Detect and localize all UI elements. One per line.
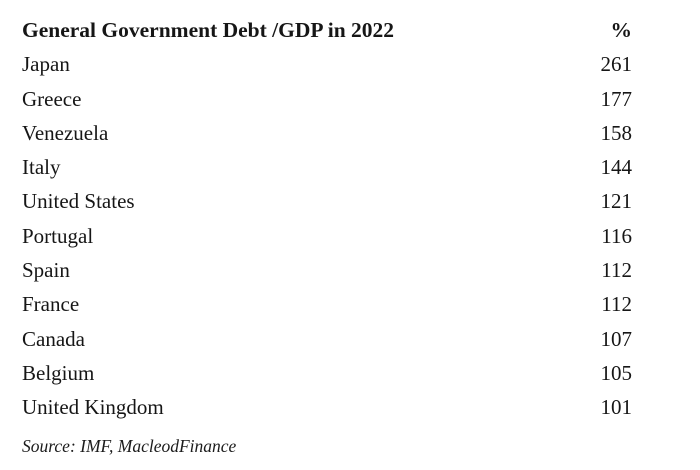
value-label: 105 — [600, 360, 632, 385]
table-row — [22, 390, 632, 424]
country-label: Venezuela — [22, 120, 109, 145]
country-label: Greece — [22, 86, 82, 111]
country-label: Italy — [22, 155, 61, 180]
country-label: United Kingdom — [22, 395, 164, 420]
value-label: 107 — [600, 326, 632, 351]
value-label: 121 — [600, 189, 632, 214]
table-header-row — [22, 13, 632, 47]
country-label: Spain — [22, 258, 70, 283]
table-row — [22, 47, 632, 81]
unit-header: % — [610, 18, 632, 42]
table-row — [22, 184, 632, 218]
source-note: Source: IMF, MacleodFinance — [22, 435, 237, 456]
table-row — [22, 219, 632, 253]
value-label: 112 — [601, 258, 632, 283]
table-title: General Government Debt /GDP in 2022 — [22, 18, 395, 42]
country-label: Portugal — [22, 223, 94, 248]
table-row — [22, 82, 632, 116]
table-row — [22, 253, 632, 287]
table-row — [22, 287, 632, 321]
value-label: 116 — [601, 223, 632, 248]
table-row — [22, 356, 632, 390]
value-label: 158 — [600, 120, 632, 145]
table-row — [22, 322, 632, 356]
value-label: 261 — [600, 52, 632, 77]
country-label: Belgium — [22, 360, 95, 385]
value-label: 177 — [600, 86, 632, 111]
value-label: 112 — [601, 292, 632, 317]
country-label: Japan — [22, 52, 70, 77]
country-label: United States — [22, 189, 135, 214]
table-row — [22, 116, 632, 150]
country-label: Canada — [22, 326, 85, 351]
table-row — [22, 150, 632, 184]
value-label: 101 — [600, 395, 632, 420]
value-label: 144 — [600, 155, 632, 180]
country-label: France — [22, 292, 80, 317]
